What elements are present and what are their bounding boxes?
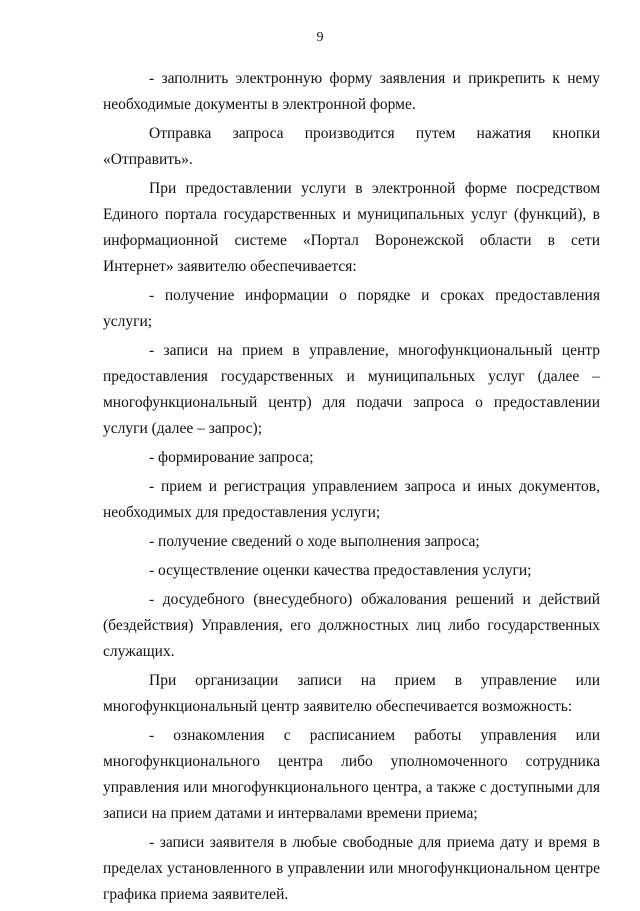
list-item-quality: - осуществление оценки качества предоставления услуги; (149, 562, 532, 579)
list-item-info: - получение информации о порядке и сроках предоставления услуги; (103, 287, 600, 330)
list-item-form-request: - формирование запроса; (149, 449, 314, 466)
paragraph-electronic-service: При предоставлении услуги в электронной форме посредством Единого портала государственных и муниципальных услуг (функций), в информационной системе «Портал Воронежской области в сети Интернет» заявителю обеспечивается: (103, 180, 600, 275)
list-item-booking: - записи заявителя в любые свободные для приема дату и время в пределах установленного в управлении или многофункциональном центре графика приема заявителей. (103, 834, 600, 903)
list-item-appointment: - записи на прием в управление, многофункциональный центр предоставления государственных и муниципальных услуг (далее – многофункциональный центр) для подачи запроса о предоставлении услуги (далее – запрос); (103, 342, 600, 437)
list-item-appeal: - досудебного (внесудебного) обжалования решений и действий (бездействия) Управления, его должностных лиц либо государственных служащих. (103, 591, 600, 660)
list-item-status: - получение сведений о ходе выполнения запроса; (149, 533, 480, 550)
page-number: 9 (316, 30, 324, 45)
list-item-schedule: - ознакомления с расписанием работы управления или многофункционального центра либо уполномоченного сотрудника управления или многофункционального центра, а также с доступными для записи на прием датами и интервалами времени приема; (103, 727, 600, 822)
paragraph-send-request: Отправка запроса производится путем нажатия кнопки «Отправить». (103, 125, 600, 168)
paragraph-fill-form: - заполнить электронную форму заявления и прикрепить к нему необходимые документы в электронной форме. (103, 70, 600, 113)
document-body (103, 66, 600, 911)
paragraph-appointment-org: При организации записи на прием в управление или многофункциональный центр заявителю обеспечивается возможность: (103, 672, 600, 715)
list-item-registration: - прием и регистрация управлением запроса и иных документов, необходимых для предоставления услуги; (103, 478, 600, 521)
